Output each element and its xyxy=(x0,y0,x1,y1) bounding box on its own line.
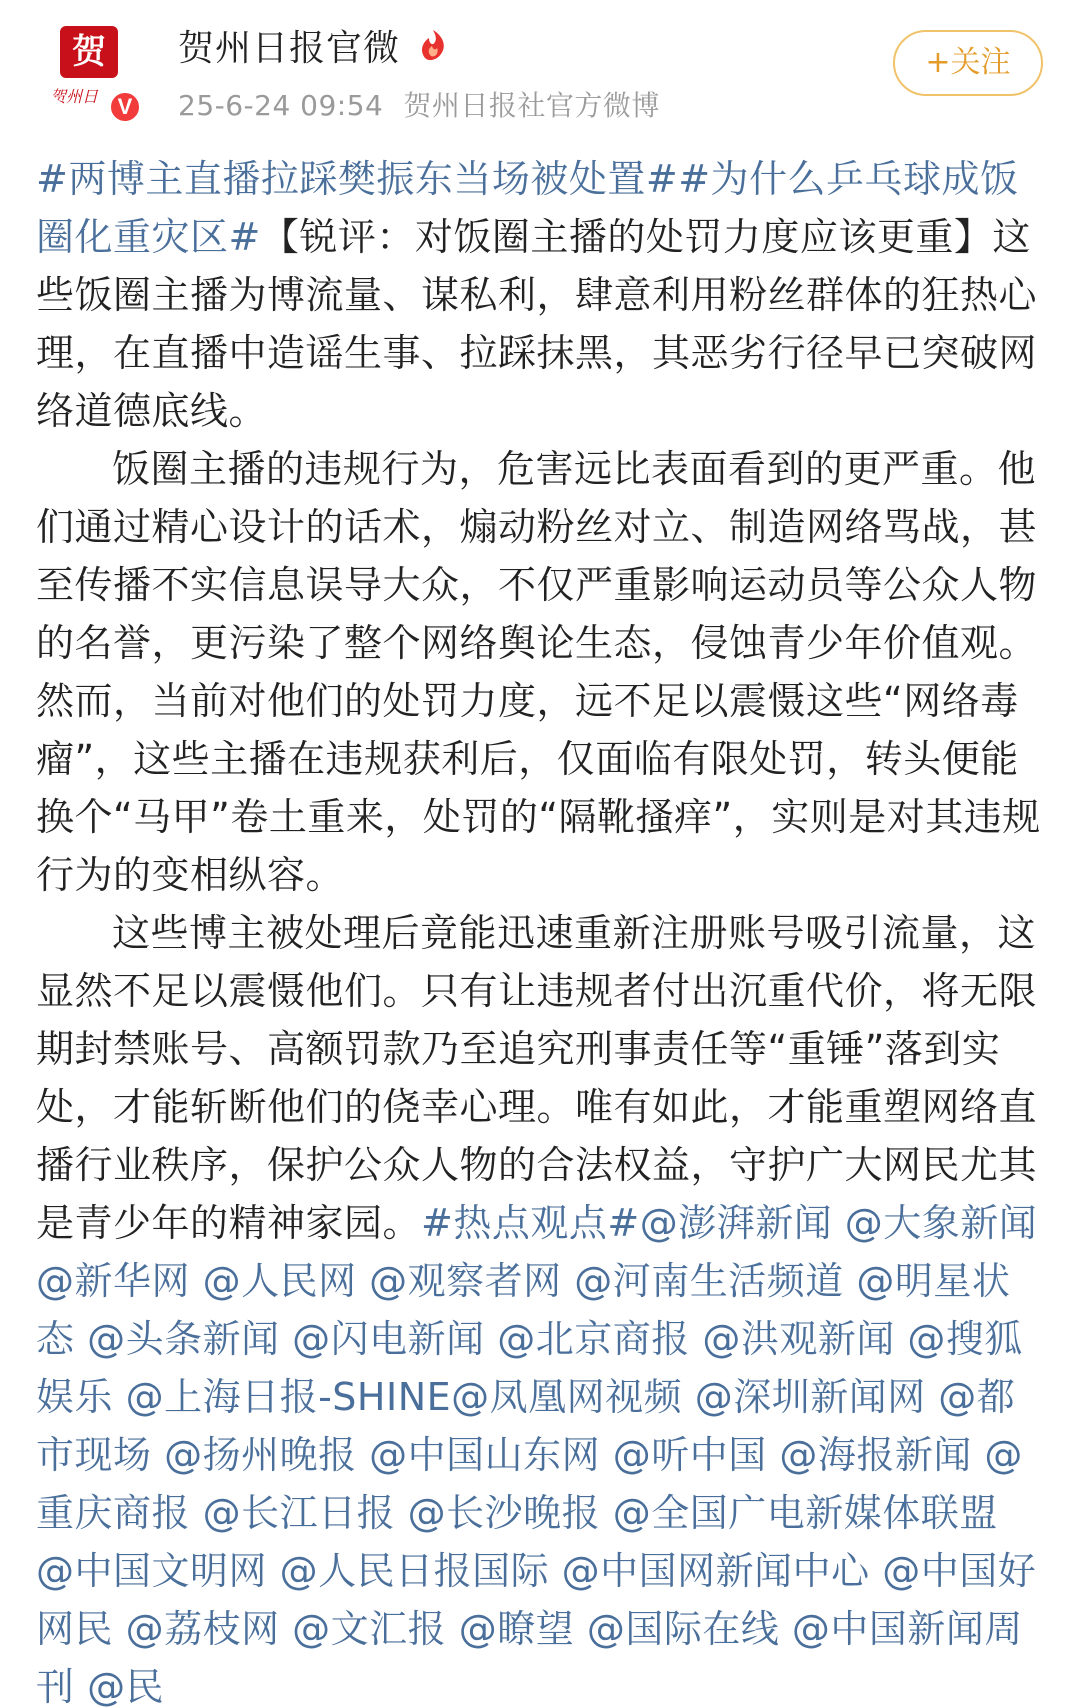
username[interactable]: 贺州日报官微 xyxy=(178,28,401,69)
hashtag-link[interactable]: #为什么乒乓球成饭圈化重灾区# xyxy=(36,157,1019,259)
post-source: 贺州日报社官方微博 xyxy=(403,89,660,122)
post-header xyxy=(0,0,1080,140)
hashtag-link[interactable]: #热点观点# xyxy=(421,1201,640,1245)
post-content xyxy=(36,150,1046,1707)
paragraph-3 xyxy=(36,904,1046,1707)
vip-flame-icon xyxy=(417,28,447,62)
avatar-logo-subtext: 贺州日 xyxy=(50,87,99,106)
paragraph-2: 饭圈主播的违规行为，危害远比表面看到的更严重。他们通过精心设计的话术，煽动粉丝对立、制造网络骂战，甚至传播不实信息误导大众，不仅严重影响运动员等公众人物的名誉，更污染了整个网络舆论生态，侵蚀青少年价值观。然而，当前对他们的处罚力度，远不足以震慑这些“网络毒瘤”，这些主播在违规获利后，仅面临有限处罚，转头便能换个“马甲”卷土重来，处罚的“隔靴搔痒”，实则是对其违规行为的变相纵容。 xyxy=(36,447,1041,897)
verified-badge-icon: V xyxy=(108,90,142,124)
post-meta xyxy=(178,84,660,124)
post-timestamp: 25-6-24 09:54 xyxy=(178,89,384,122)
paragraph-text: 【锐评：对饭圈主播的处罚力度应该更重】这些饭圈主播为博流量、谋私利，肆意利用粉丝群体的狂热心理，在直播中造谣生事、拉踩抹黑，其恶劣行径早已突破网络道德底线。 xyxy=(36,215,1038,433)
avatar-logo: 贺 xyxy=(60,26,118,78)
follow-button[interactable]: +关注 xyxy=(893,30,1043,96)
hashtag-link[interactable]: #两博主直播拉踩樊振东当场被处置# xyxy=(36,157,679,201)
paragraph-1 xyxy=(36,150,1046,440)
paragraph-text: 这些博主被处理后竟能迅速重新注册账号吸引流量，这显然不足以震慑他们。只有让违规者付出沉重代价，将无限期封禁账号、高额罚款乃至追究刑事责任等“重锤”落到实处，才能斩断他们的侥幸心理。唯有如此，才能重塑网络直播行业秩序，保护公众人物的合法权益，守护广大网民尤其是青少年的精神家园。 xyxy=(36,911,1038,1245)
mention-links[interactable]: @澎湃新闻 @大象新闻 @新华网 @人民网 @观察者网 @河南生活频道 @明星状态 @头条新闻 @闪电新闻 @北京商报 @洪观新闻 @搜狐娱乐 @上海日报-SHINE@凤凰网视频 @深圳新闻网 @都市现场 @扬州晚报 @中国山东网 @听中国 @海报新闻 @重庆商报 @长江日报 @长沙晚报 @全国广电新媒体联盟 @中国文明网 @人民日报国际 @中国网新闻中心 @中国好网民 @荔枝网 @文汇报 @瞭望 @国际在线 @中国新闻周刊 @民 xyxy=(36,1201,1038,1707)
